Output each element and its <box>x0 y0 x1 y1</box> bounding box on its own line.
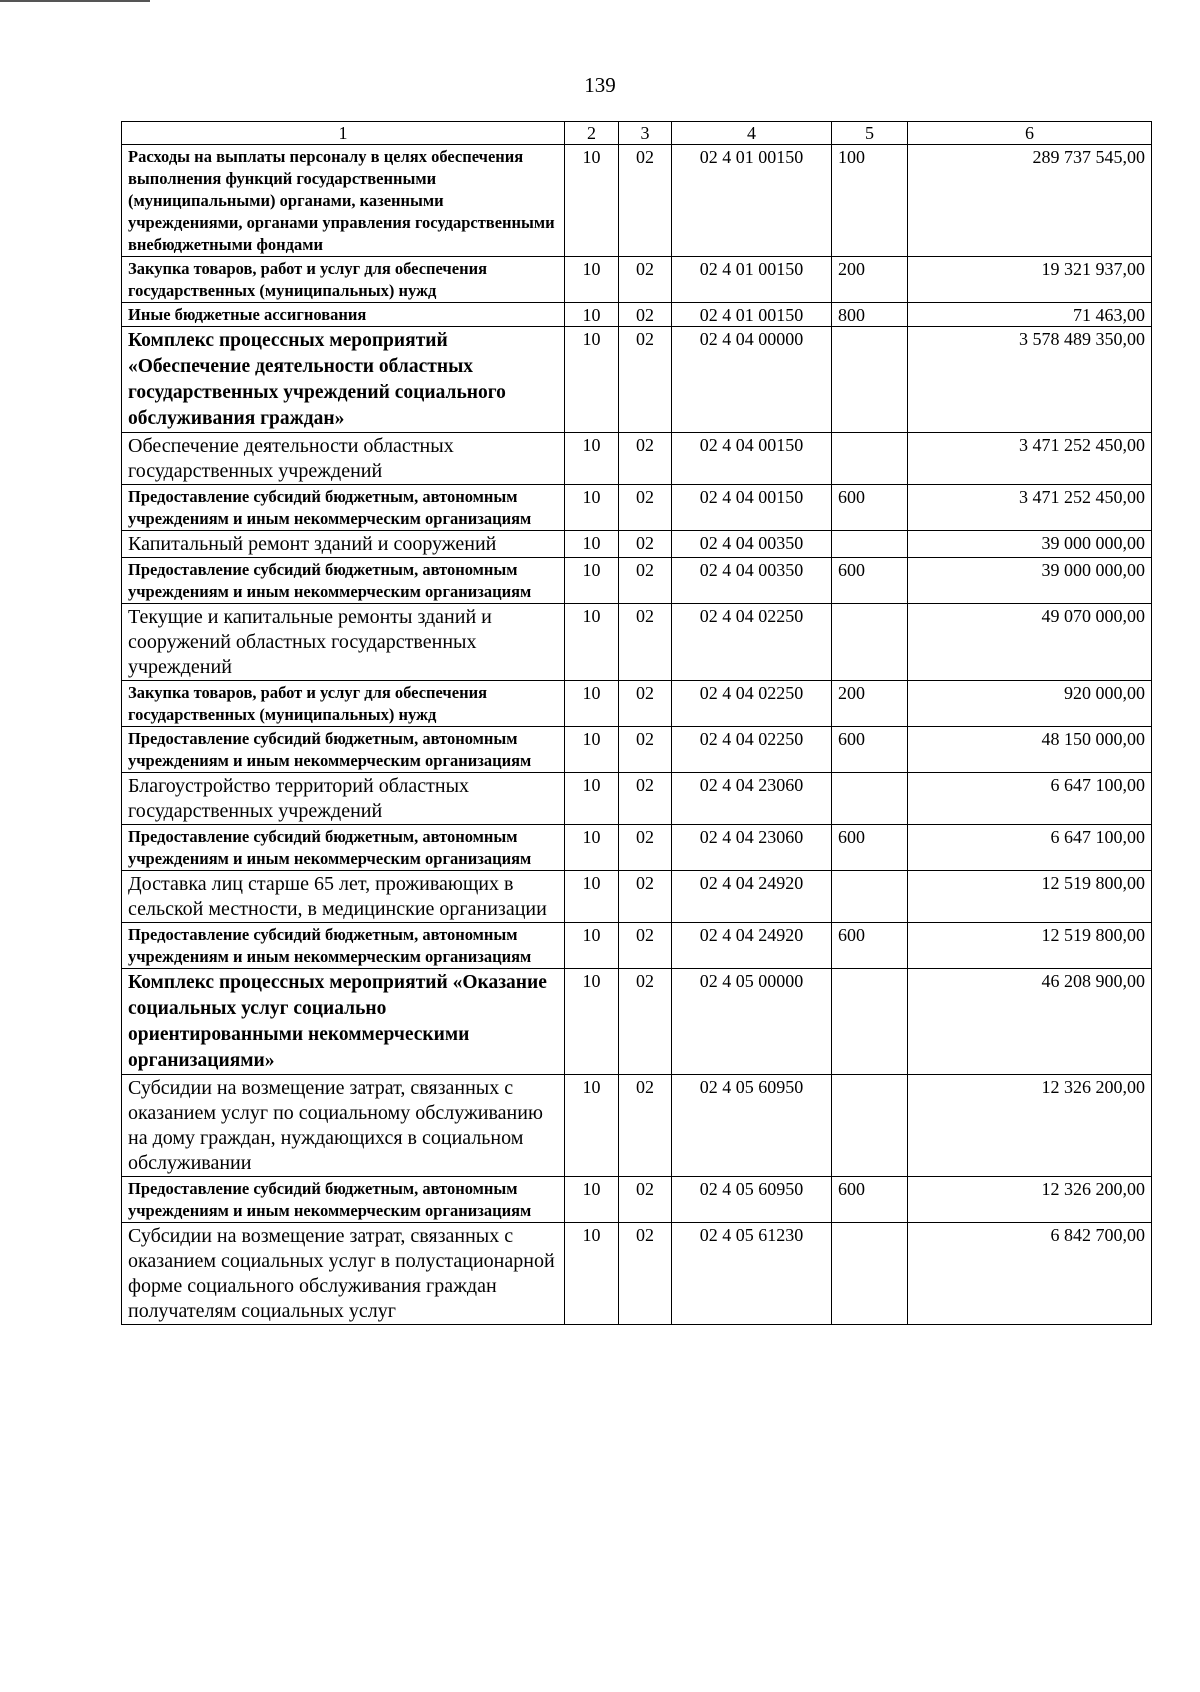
amount-cell: 12 326 200,00 <box>908 1075 1152 1177</box>
expense-type-cell: 200 <box>832 681 908 727</box>
target-article-cell: 02 4 05 00000 <box>672 969 832 1075</box>
target-article-cell: 02 4 04 24920 <box>672 923 832 969</box>
expense-name-cell: Текущие и капитальные ремонты зданий и сооружений областных государственных учреждений <box>122 604 565 681</box>
expense-type-cell: 200 <box>832 257 908 303</box>
amount-cell: 3 471 252 450,00 <box>908 433 1152 485</box>
subsection-code-cell: 02 <box>619 825 672 871</box>
expense-type-cell: 600 <box>832 1177 908 1223</box>
table-row <box>122 433 1152 485</box>
expense-type-cell <box>832 531 908 558</box>
section-code-cell: 10 <box>565 727 619 773</box>
section-code-cell: 10 <box>565 871 619 923</box>
expense-type-cell: 800 <box>832 303 908 327</box>
subsection-code-cell: 02 <box>619 145 672 257</box>
amount-cell: 19 321 937,00 <box>908 257 1152 303</box>
amount-cell: 12 519 800,00 <box>908 923 1152 969</box>
table-row <box>122 1177 1152 1223</box>
expense-type-cell: 600 <box>832 558 908 604</box>
amount-cell: 289 737 545,00 <box>908 145 1152 257</box>
amount-cell: 39 000 000,00 <box>908 558 1152 604</box>
target-article-cell: 02 4 04 23060 <box>672 773 832 825</box>
table-row <box>122 681 1152 727</box>
expense-name-cell: Капитальный ремонт зданий и сооружений <box>122 531 565 558</box>
column-header: 5 <box>832 122 908 145</box>
amount-cell: 12 519 800,00 <box>908 871 1152 923</box>
subsection-code-cell: 02 <box>619 257 672 303</box>
column-header: 1 <box>122 122 565 145</box>
section-code-cell: 10 <box>565 604 619 681</box>
column-header: 6 <box>908 122 1152 145</box>
amount-cell: 6 842 700,00 <box>908 1223 1152 1325</box>
expense-name-cell: Обеспечение деятельности областных государственных учреждений <box>122 433 565 485</box>
subsection-code-cell: 02 <box>619 327 672 433</box>
expense-name-cell: Предоставление субсидий бюджетным, автономным учреждениям и иным некоммерческим организациям <box>122 825 565 871</box>
target-article-cell: 02 4 04 24920 <box>672 871 832 923</box>
table-body <box>122 145 1152 1325</box>
target-article-cell: 02 4 04 23060 <box>672 825 832 871</box>
expense-name-cell: Предоставление субсидий бюджетным, автономным учреждениям и иным некоммерческим организациям <box>122 558 565 604</box>
table-row <box>122 604 1152 681</box>
subsection-code-cell: 02 <box>619 1075 672 1177</box>
subsection-code-cell: 02 <box>619 773 672 825</box>
table-row <box>122 969 1152 1075</box>
table-row <box>122 327 1152 433</box>
section-code-cell: 10 <box>565 969 619 1075</box>
table-row <box>122 257 1152 303</box>
expense-name-cell: Субсидии на возмещение затрат, связанных с оказанием социальных услуг в полустационарной форме социального обслуживания граждан получателям социальных услуг <box>122 1223 565 1325</box>
section-code-cell: 10 <box>565 1177 619 1223</box>
target-article-cell: 02 4 05 61230 <box>672 1223 832 1325</box>
expense-name-cell: Предоставление субсидий бюджетным, автономным учреждениям и иным некоммерческим организациям <box>122 1177 565 1223</box>
section-code-cell: 10 <box>565 773 619 825</box>
expense-type-cell <box>832 1075 908 1177</box>
page-number: 139 <box>584 73 616 97</box>
section-code-cell: 10 <box>565 681 619 727</box>
expense-type-cell: 600 <box>832 727 908 773</box>
table-row <box>122 923 1152 969</box>
subsection-code-cell: 02 <box>619 604 672 681</box>
amount-cell: 49 070 000,00 <box>908 604 1152 681</box>
section-code-cell: 10 <box>565 433 619 485</box>
amount-cell: 48 150 000,00 <box>908 727 1152 773</box>
subsection-code-cell: 02 <box>619 681 672 727</box>
target-article-cell: 02 4 04 00000 <box>672 327 832 433</box>
subsection-code-cell: 02 <box>619 485 672 531</box>
target-article-cell: 02 4 04 00350 <box>672 531 832 558</box>
amount-cell: 6 647 100,00 <box>908 773 1152 825</box>
target-article-cell: 02 4 01 00150 <box>672 145 832 257</box>
expense-name-cell: Субсидии на возмещение затрат, связанных с оказанием услуг по социальному обслуживанию на дому граждан, нуждающихся в социальном обслуживании <box>122 1075 565 1177</box>
subsection-code-cell: 02 <box>619 969 672 1075</box>
budget-table <box>121 121 1152 1325</box>
amount-cell: 71 463,00 <box>908 303 1152 327</box>
target-article-cell: 02 4 04 00150 <box>672 433 832 485</box>
table-row <box>122 558 1152 604</box>
expense-type-cell: 600 <box>832 923 908 969</box>
section-code-cell: 10 <box>565 1075 619 1177</box>
table-row <box>122 485 1152 531</box>
expense-type-cell <box>832 604 908 681</box>
section-code-cell: 10 <box>565 257 619 303</box>
expense-type-cell: 600 <box>832 825 908 871</box>
amount-cell: 6 647 100,00 <box>908 825 1152 871</box>
column-header: 2 <box>565 122 619 145</box>
subsection-code-cell: 02 <box>619 1177 672 1223</box>
amount-cell: 3 578 489 350,00 <box>908 327 1152 433</box>
target-article-cell: 02 4 04 00350 <box>672 558 832 604</box>
expense-name-cell: Закупка товаров, работ и услуг для обеспечения государственных (муниципальных) нужд <box>122 681 565 727</box>
subsection-code-cell: 02 <box>619 923 672 969</box>
target-article-cell: 02 4 05 60950 <box>672 1177 832 1223</box>
table-row <box>122 145 1152 257</box>
table-row <box>122 303 1152 327</box>
expense-name-cell: Расходы на выплаты персоналу в целях обеспечения выполнения функций государственными (муниципальными) органами, казенными учреждениями, органами управления государственными внебюджетными фондами <box>122 145 565 257</box>
section-code-cell: 10 <box>565 145 619 257</box>
table-row <box>122 1223 1152 1325</box>
amount-cell: 46 208 900,00 <box>908 969 1152 1075</box>
section-code-cell: 10 <box>565 531 619 558</box>
expense-name-cell: Предоставление субсидий бюджетным, автономным учреждениям и иным некоммерческим организациям <box>122 727 565 773</box>
expense-name-cell: Закупка товаров, работ и услуг для обеспечения государственных (муниципальных) нужд <box>122 257 565 303</box>
column-header: 3 <box>619 122 672 145</box>
column-header: 4 <box>672 122 832 145</box>
target-article-cell: 02 4 04 02250 <box>672 604 832 681</box>
amount-cell: 12 326 200,00 <box>908 1177 1152 1223</box>
subsection-code-cell: 02 <box>619 1223 672 1325</box>
expense-name-cell: Благоустройство территорий областных государственных учреждений <box>122 773 565 825</box>
table-row <box>122 1075 1152 1177</box>
section-code-cell: 10 <box>565 327 619 433</box>
expense-name-cell: Комплекс процессных мероприятий «Оказание социальных услуг социально ориентированными некоммерческими организациями» <box>122 969 565 1075</box>
expense-type-cell: 600 <box>832 485 908 531</box>
target-article-cell: 02 4 04 00150 <box>672 485 832 531</box>
subsection-code-cell: 02 <box>619 727 672 773</box>
amount-cell: 3 471 252 450,00 <box>908 485 1152 531</box>
expense-type-cell <box>832 1223 908 1325</box>
amount-cell: 920 000,00 <box>908 681 1152 727</box>
target-article-cell: 02 4 01 00150 <box>672 257 832 303</box>
expense-type-cell: 100 <box>832 145 908 257</box>
expense-name-cell: Доставка лиц старше 65 лет, проживающих в сельской местности, в медицинские организации <box>122 871 565 923</box>
table-row <box>122 531 1152 558</box>
expense-name-cell: Предоставление субсидий бюджетным, автономным учреждениям и иным некоммерческим организациям <box>122 923 565 969</box>
section-code-cell: 10 <box>565 558 619 604</box>
section-code-cell: 10 <box>565 1223 619 1325</box>
target-article-cell: 02 4 04 02250 <box>672 727 832 773</box>
section-code-cell: 10 <box>565 923 619 969</box>
subsection-code-cell: 02 <box>619 433 672 485</box>
subsection-code-cell: 02 <box>619 303 672 327</box>
target-article-cell: 02 4 01 00150 <box>672 303 832 327</box>
subsection-code-cell: 02 <box>619 871 672 923</box>
table-row <box>122 871 1152 923</box>
table-row <box>122 727 1152 773</box>
table-row <box>122 825 1152 871</box>
table-row <box>122 773 1152 825</box>
subsection-code-cell: 02 <box>619 531 672 558</box>
expense-name-cell: Предоставление субсидий бюджетным, автономным учреждениям и иным некоммерческим организациям <box>122 485 565 531</box>
expense-type-cell <box>832 969 908 1075</box>
section-code-cell: 10 <box>565 485 619 531</box>
amount-cell: 39 000 000,00 <box>908 531 1152 558</box>
expense-name-cell: Иные бюджетные ассигнования <box>122 303 565 327</box>
subsection-code-cell: 02 <box>619 558 672 604</box>
expense-type-cell <box>832 327 908 433</box>
expense-type-cell <box>832 871 908 923</box>
target-article-cell: 02 4 04 02250 <box>672 681 832 727</box>
expense-type-cell <box>832 773 908 825</box>
section-code-cell: 10 <box>565 825 619 871</box>
expense-name-cell: Комплекс процессных мероприятий «Обеспечение деятельности областных государственных учреждений социального обслуживания граждан» <box>122 327 565 433</box>
section-code-cell: 10 <box>565 303 619 327</box>
table-header-row <box>122 122 1152 145</box>
scan-edge-mark <box>0 0 150 2</box>
expense-type-cell <box>832 433 908 485</box>
target-article-cell: 02 4 05 60950 <box>672 1075 832 1177</box>
